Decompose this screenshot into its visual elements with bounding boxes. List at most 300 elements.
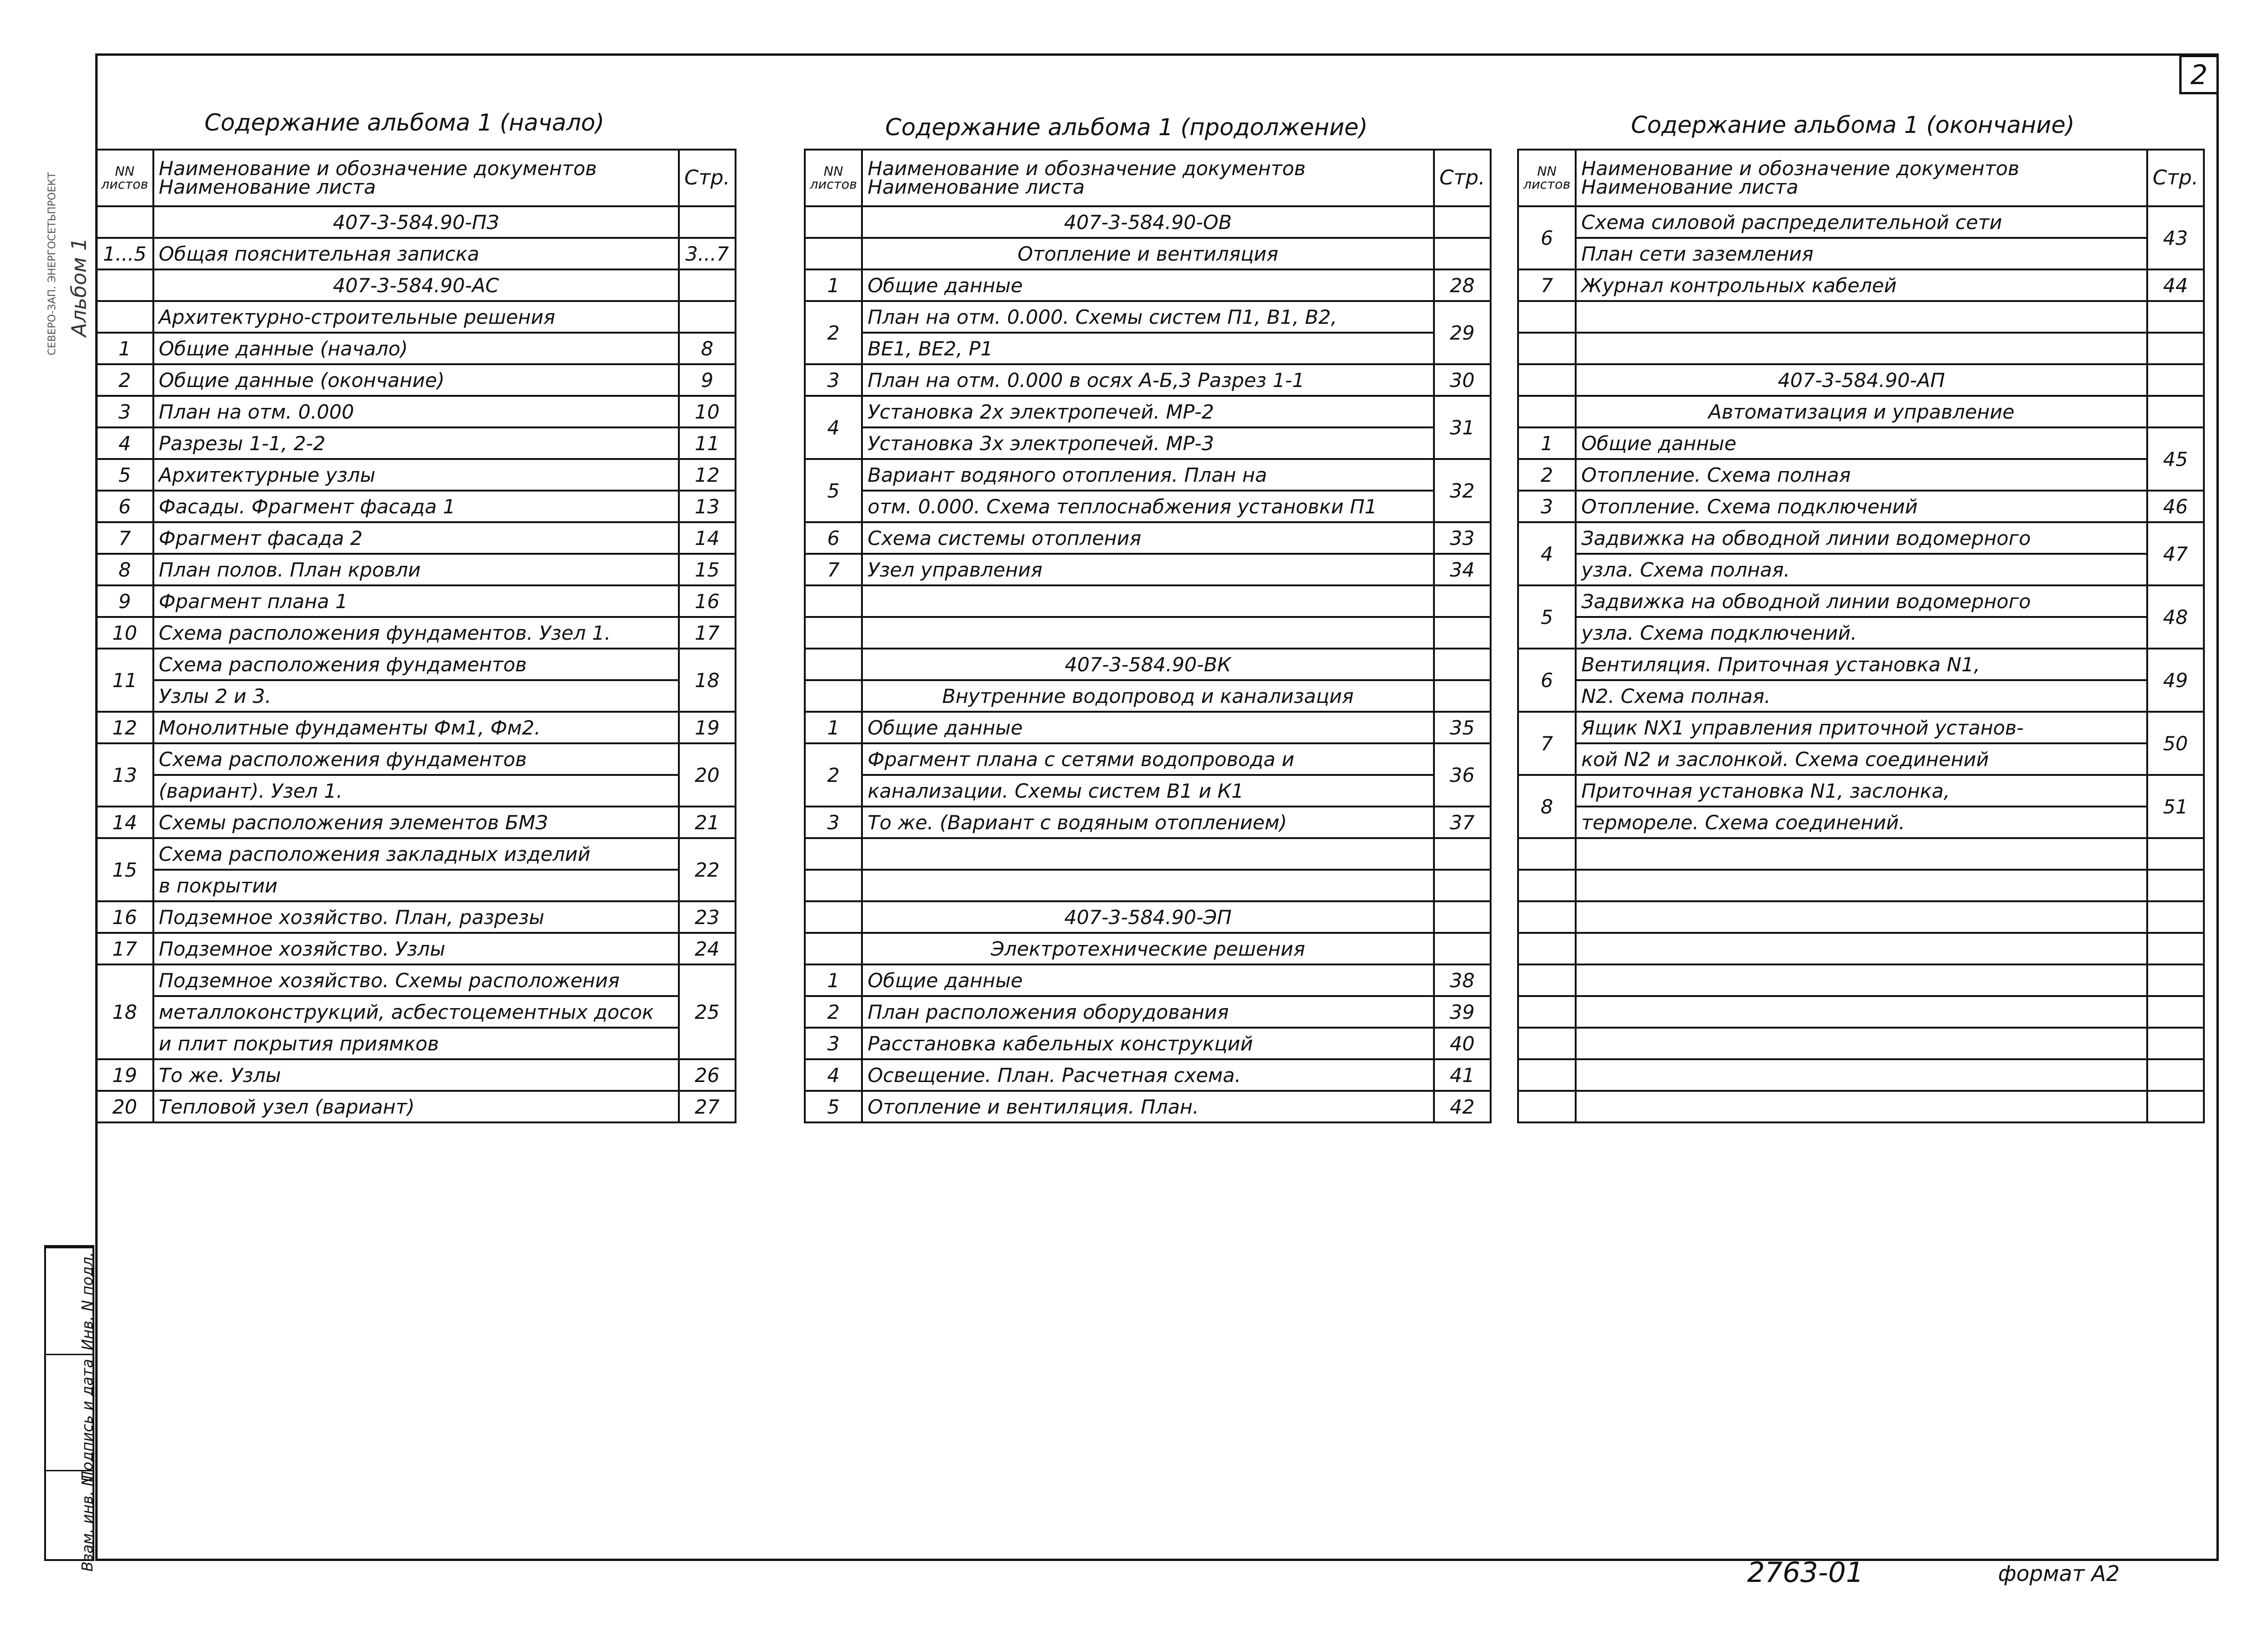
table-row <box>96 554 736 585</box>
table-row <box>96 1059 736 1091</box>
sheet-number-cell: 6 <box>96 491 153 522</box>
table-row <box>1518 427 2204 459</box>
page-cell: 34 <box>1434 554 1491 585</box>
page-cell: 26 <box>679 1059 736 1091</box>
table-row <box>1518 838 2204 870</box>
page-cell: 12 <box>679 459 736 491</box>
sheet-name-cell: Общая пояснительная записка <box>153 238 679 269</box>
sheet-number-cell: 3 <box>1518 491 1576 522</box>
page-cell <box>679 301 736 333</box>
contents-table-1 <box>95 149 736 1123</box>
sheet-number-cell: 7 <box>1518 712 1576 775</box>
document-code-cell: 407-3-584.90-ЭП <box>862 901 1433 933</box>
page-cell <box>1434 617 1491 649</box>
table-row <box>1518 364 2204 396</box>
sheet-number-cell: 14 <box>96 807 153 838</box>
page-cell <box>2147 933 2204 964</box>
page-cell <box>2147 396 2204 427</box>
sheet-name-cell: Архитектурно-строительные решения <box>153 301 679 333</box>
sheet-number-cell <box>1518 396 1576 427</box>
sheet-name-cell: отм. 0.000. Схема теплоснабжения установки П1 <box>862 491 1433 522</box>
sheet-number-cell: 6 <box>805 522 862 554</box>
table-row <box>1518 712 2204 743</box>
table-row <box>805 396 1491 427</box>
page-cell: 20 <box>679 743 736 807</box>
sheet-name-cell <box>1576 870 2147 901</box>
sheet-name-cell: термореле. Схема соединений. <box>1576 807 2147 838</box>
page-cell: 19 <box>679 712 736 743</box>
page-cell <box>1434 680 1491 712</box>
sheet-number-cell: 15 <box>96 838 153 901</box>
table-row <box>96 807 736 838</box>
sheet-number-cell <box>805 838 862 870</box>
page-cell: 50 <box>2147 712 2204 775</box>
table-row <box>96 522 736 554</box>
table-row <box>1518 1028 2204 1059</box>
table-row <box>1518 870 2204 901</box>
table-row <box>96 427 736 459</box>
sheet-number-cell <box>805 617 862 649</box>
page-cell: 8 <box>679 333 736 364</box>
sheet-number-cell: 6 <box>1518 649 1576 712</box>
stamp-cell-inv: Инв. N подл. <box>46 1247 92 1354</box>
page-cell <box>1434 838 1491 870</box>
table-row <box>96 617 736 649</box>
table-row <box>1518 522 2204 554</box>
sheet-name-cell: узла. Схема подключений. <box>1576 617 2147 649</box>
sheet-number-cell <box>805 933 862 964</box>
table-row <box>805 996 1491 1028</box>
sheet-number-cell <box>805 901 862 933</box>
sheet-number-cell <box>1518 333 1576 364</box>
contents-table-3 <box>1517 149 2205 1123</box>
side-stamp <box>42 95 93 513</box>
sheet-name-cell: Монолитные фундаменты Фм1, Фм2. <box>153 712 679 743</box>
sheet-number-cell: 4 <box>805 1059 862 1091</box>
sheet-name-cell: Схема расположения фундаментов <box>153 649 679 680</box>
sheet-name-cell: Освещение. План. Расчетная схема. <box>862 1059 1433 1091</box>
table-row <box>96 712 736 743</box>
section-title-cell: Электротехнические решения <box>862 933 1433 964</box>
sheet-count-header: NN листов <box>1518 150 1576 206</box>
table-row <box>805 206 1491 238</box>
sheet-number: 2 <box>2179 55 2219 94</box>
table-row <box>805 933 1491 964</box>
table-2-caption: Содержание альбома 1 (продолжение) <box>885 114 1368 141</box>
page-cell: 45 <box>2147 427 2204 491</box>
table-row <box>96 775 736 807</box>
sheet-number-cell: 12 <box>96 712 153 743</box>
table-row <box>96 901 736 933</box>
sheet-name-cell: План сети заземления <box>1576 238 2147 269</box>
table-1-caption: Содержание альбома 1 (начало) <box>204 109 605 136</box>
table-row <box>805 238 1491 269</box>
page-cell: 49 <box>2147 649 2204 712</box>
table-row <box>1518 1091 2204 1122</box>
page-header: Стр. <box>2147 150 2204 206</box>
page-cell: 41 <box>1434 1059 1491 1091</box>
page-cell <box>2147 1091 2204 1122</box>
table-row <box>96 301 736 333</box>
table-row <box>96 206 736 238</box>
table-row <box>805 901 1491 933</box>
sheet-name-cell: Задвижка на обводной линии водомерного <box>1576 522 2147 554</box>
page-cell: 43 <box>2147 206 2204 269</box>
page-cell: 35 <box>1434 712 1491 743</box>
sheet-name-cell: Общие данные <box>1576 427 2147 459</box>
table-row <box>96 838 736 870</box>
table-row <box>805 964 1491 996</box>
sheet-name-cell: кой N2 и заслонкой. Схема соединений <box>1576 743 2147 775</box>
sheet-number-cell: 4 <box>805 396 862 459</box>
table-row <box>96 459 736 491</box>
sheet-name-cell: То же. (Вариант с водяным отоплением) <box>862 807 1433 838</box>
sheet-number-cell: 1 <box>1518 427 1576 459</box>
table-row <box>1518 807 2204 838</box>
table-row <box>805 680 1491 712</box>
page-cell <box>2147 364 2204 396</box>
sheet-name-cell: План на отм. 0.000. Схемы систем П1, В1, В2, <box>862 301 1433 333</box>
sheet-name-cell: Общие данные <box>862 712 1433 743</box>
sheet-count-header: NN листов <box>805 150 862 206</box>
table-row <box>96 649 736 680</box>
sheet-name-cell: Общие данные <box>862 964 1433 996</box>
page-cell: 25 <box>679 964 736 1059</box>
sheet-format: формат А2 <box>1998 1561 2120 1586</box>
page-cell <box>2147 1059 2204 1091</box>
sheet-number-cell <box>1518 1059 1576 1091</box>
table-row <box>805 743 1491 775</box>
sheet-name-cell <box>1576 301 2147 333</box>
sheet-name-cell: канализации. Схемы систем В1 и К1 <box>862 775 1433 807</box>
page-cell: 42 <box>1434 1091 1491 1122</box>
sheet-name-cell <box>1576 933 2147 964</box>
sheet-number-cell: 3 <box>805 1028 862 1059</box>
sheet-number-cell <box>805 870 862 901</box>
sheet-number-cell <box>805 680 862 712</box>
page-cell: 21 <box>679 807 736 838</box>
sheet-name-cell <box>862 617 1433 649</box>
sheet-number-cell: 7 <box>1518 269 1576 301</box>
page-cell: 13 <box>679 491 736 522</box>
approval-stamp-strip <box>44 1245 96 1572</box>
sheet-name-cell: Схема системы отопления <box>862 522 1433 554</box>
table-row <box>1518 554 2204 585</box>
document-code-cell: 407-3-584.90-ПЗ <box>153 206 679 238</box>
sheet-name-cell: Ящик NX1 управления приточной установ- <box>1576 712 2147 743</box>
table-row <box>96 933 736 964</box>
page-cell: 47 <box>2147 522 2204 585</box>
sheet-name-cell: Фасады. Фрагмент фасада 1 <box>153 491 679 522</box>
sheet-name-cell: узла. Схема полная. <box>1576 554 2147 585</box>
page-cell: 27 <box>679 1091 736 1122</box>
table-row <box>96 870 736 901</box>
sheet-number-cell: 5 <box>1518 585 1576 649</box>
sheet-number-cell <box>1518 996 1576 1028</box>
sheet-name-cell: Разрезы 1-1, 2-2 <box>153 427 679 459</box>
page-cell: 10 <box>679 396 736 427</box>
sheet-number-cell <box>1518 964 1576 996</box>
sheet-name-cell: Фрагмент плана с сетями водопровода и <box>862 743 1433 775</box>
sheet-number-cell: 6 <box>1518 206 1576 269</box>
page-cell: 9 <box>679 364 736 396</box>
sheet-number-cell: 20 <box>96 1091 153 1122</box>
table-row <box>805 617 1491 649</box>
sheet-name-cell: Архитектурные узлы <box>153 459 679 491</box>
sheet-number-cell <box>805 649 862 680</box>
table-row <box>805 1028 1491 1059</box>
page-cell: 51 <box>2147 775 2204 838</box>
side-stamp-title: Альбом 1 <box>67 237 91 337</box>
sheet-name-cell: Вентиляция. Приточная установка N1, <box>1576 649 2147 680</box>
sheet-number-cell: 7 <box>805 554 862 585</box>
sheet-number-cell <box>1518 901 1576 933</box>
sheet-name-cell: Узлы 2 и 3. <box>153 680 679 712</box>
page-cell: 36 <box>1434 743 1491 807</box>
sheet-number-cell <box>96 269 153 301</box>
page-cell <box>1434 585 1491 617</box>
page-cell: 16 <box>679 585 736 617</box>
sheet-number-cell: 1 <box>805 269 862 301</box>
table-row <box>805 459 1491 491</box>
page-cell: 32 <box>1434 459 1491 522</box>
document-code-cell: 407-3-584.90-АС <box>153 269 679 301</box>
sheet-number-cell: 2 <box>1518 459 1576 491</box>
sheet-count-header: NN листов <box>96 150 153 206</box>
sheet-number-cell: 13 <box>96 743 153 807</box>
page-cell: 22 <box>679 838 736 901</box>
table-row <box>805 1091 1491 1122</box>
page-cell <box>679 269 736 301</box>
sheet-number-cell <box>1518 1028 1576 1059</box>
name-header: Наименование и обозначение документов Наименование листа <box>862 150 1433 206</box>
table-header-row <box>96 150 736 206</box>
sheet-name-cell: Схема расположения закладных изделий <box>153 838 679 870</box>
table-row <box>805 522 1491 554</box>
table-3-caption: Содержание альбома 1 (окончание) <box>1631 111 2075 138</box>
page-cell <box>679 206 736 238</box>
table-header-row <box>1518 150 2204 206</box>
sheet-number-cell <box>805 206 862 238</box>
sheet-name-cell: Отопление. Схема подключений <box>1576 491 2147 522</box>
table-row <box>1518 1059 2204 1091</box>
sheet-number-cell: 4 <box>1518 522 1576 585</box>
page-header: Стр. <box>679 150 736 206</box>
sheet-number-cell <box>1518 364 1576 396</box>
table-row <box>805 838 1491 870</box>
sheet-number-cell: 8 <box>1518 775 1576 838</box>
table-row <box>96 585 736 617</box>
table-row <box>96 743 736 775</box>
page-cell <box>1434 870 1491 901</box>
table-row <box>1518 333 2204 364</box>
sheet-name-cell <box>1576 996 2147 1028</box>
table-row <box>1518 269 2204 301</box>
sheet-name-cell: Подземное хозяйство. Узлы <box>153 933 679 964</box>
sheet-number-cell: 3 <box>96 396 153 427</box>
document-code-cell: 407-3-584.90-ОВ <box>862 206 1433 238</box>
page-cell: 46 <box>2147 491 2204 522</box>
sheet-number-cell: 16 <box>96 901 153 933</box>
sheet-number-cell: 4 <box>96 427 153 459</box>
sheet-number-cell: 1 <box>805 964 862 996</box>
page-cell: 28 <box>1434 269 1491 301</box>
sheet-name-cell <box>1576 964 2147 996</box>
sheet-number-cell: 3 <box>805 364 862 396</box>
page-cell: 24 <box>679 933 736 964</box>
sheet-number-cell: 10 <box>96 617 153 649</box>
sheet-number-cell <box>96 301 153 333</box>
sheet-name-cell: План на отм. 0.000 в осях А-Б,3 Разрез 1-1 <box>862 364 1433 396</box>
page-cell <box>1434 206 1491 238</box>
table-row <box>96 269 736 301</box>
sheet-name-cell: металлоконструкций, асбестоцементных досок <box>153 996 679 1028</box>
table-row <box>96 364 736 396</box>
sheet-name-cell: Подземное хозяйство. План, разрезы <box>153 901 679 933</box>
page-cell: 40 <box>1434 1028 1491 1059</box>
section-title-cell: Отопление и вентиляция <box>862 238 1433 269</box>
sheet-number-cell: 17 <box>96 933 153 964</box>
table-row <box>1518 743 2204 775</box>
page-cell: 48 <box>2147 585 2204 649</box>
document-code-cell: 407-3-584.90-ВК <box>862 649 1433 680</box>
page-cell <box>2147 964 2204 996</box>
sheet-name-cell: Установка 3x электропечей. МР-3 <box>862 427 1433 459</box>
page-cell: 44 <box>2147 269 2204 301</box>
sheet-name-cell: Тепловой узел (вариант) <box>153 1091 679 1122</box>
sheet-name-cell <box>1576 901 2147 933</box>
page-cell: 29 <box>1434 301 1491 364</box>
sheet-number-cell: 18 <box>96 964 153 1059</box>
page-cell <box>2147 1028 2204 1059</box>
sheet-name-cell: План расположения оборудования <box>862 996 1433 1028</box>
sheet-name-cell: Схемы расположения элементов БМЗ <box>153 807 679 838</box>
table-row <box>805 649 1491 680</box>
sheet-number-cell: 1 <box>96 333 153 364</box>
table-row <box>1518 649 2204 680</box>
drawing-code: 2763-01 <box>1747 1556 1864 1589</box>
table-row <box>805 585 1491 617</box>
sheet-name-cell: Общие данные <box>862 269 1433 301</box>
table-row <box>805 269 1491 301</box>
sheet-number-cell <box>805 585 862 617</box>
table-row <box>96 964 736 996</box>
page-cell: 18 <box>679 649 736 712</box>
sheet-name-cell: Фрагмент фасада 2 <box>153 522 679 554</box>
sheet-number-cell <box>1518 933 1576 964</box>
page-cell <box>1434 901 1491 933</box>
table-row <box>96 238 736 269</box>
table-row <box>1518 585 2204 617</box>
table-row <box>805 1059 1491 1091</box>
table-row <box>805 364 1491 396</box>
sheet-name-cell: N2. Схема полная. <box>1576 680 2147 712</box>
table-row <box>96 491 736 522</box>
sheet-number-cell: 2 <box>96 364 153 396</box>
sheet-name-cell: Расстановка кабельных конструкций <box>862 1028 1433 1059</box>
page-cell: 14 <box>679 522 736 554</box>
page-cell: 37 <box>1434 807 1491 838</box>
page-cell: 3...7 <box>679 238 736 269</box>
table-row <box>805 870 1491 901</box>
table-row <box>805 427 1491 459</box>
table-row <box>1518 996 2204 1028</box>
sheet-name-cell <box>862 585 1433 617</box>
page-cell <box>2147 333 2204 364</box>
sheet-name-cell <box>1576 1028 2147 1059</box>
sheet-name-cell: План полов. План кровли <box>153 554 679 585</box>
page-header: Стр. <box>1434 150 1491 206</box>
sheet-name-cell: Общие данные (окончание) <box>153 364 679 396</box>
table-row <box>805 775 1491 807</box>
table-row <box>1518 396 2204 427</box>
document-code-cell: 407-3-584.90-АП <box>1576 364 2147 396</box>
sheet-number-cell <box>805 238 862 269</box>
sheet-number-cell: 1 <box>805 712 862 743</box>
table-row <box>96 333 736 364</box>
sheet-name-cell: Общие данные (начало) <box>153 333 679 364</box>
table-row <box>1518 301 2204 333</box>
page-cell <box>2147 301 2204 333</box>
sheet-name-cell: Отопление. Схема полная <box>1576 459 2147 491</box>
side-stamp-org: СЕВЕРО-ЗАП. ЭНЕРГОСЕТЬПРОЕКТ <box>46 172 58 355</box>
page-cell: 33 <box>1434 522 1491 554</box>
name-header: Наименование и обозначение документов Наименование листа <box>153 150 679 206</box>
page-cell <box>1434 238 1491 269</box>
sheet-name-cell: и плит покрытия приямков <box>153 1028 679 1059</box>
table-row <box>96 396 736 427</box>
page-cell <box>2147 870 2204 901</box>
sheet-name-cell: План на отм. 0.000 <box>153 396 679 427</box>
table-row <box>1518 617 2204 649</box>
sheet-number-cell <box>1518 838 1576 870</box>
sheet-name-cell <box>1576 1091 2147 1122</box>
sheet-name-cell: Схема силовой распределительной сети <box>1576 206 2147 238</box>
sheet-name-cell: То же. Узлы <box>153 1059 679 1091</box>
sheet-name-cell: Вариант водяного отопления. План на <box>862 459 1433 491</box>
table-row <box>805 491 1491 522</box>
table-row <box>805 333 1491 364</box>
sheet-number-cell: 7 <box>96 522 153 554</box>
page-cell: 38 <box>1434 964 1491 996</box>
sheet-name-cell: Отопление и вентиляция. План. <box>862 1091 1433 1122</box>
sheet-number-cell: 2 <box>805 301 862 364</box>
sheet-name-cell: Узел управления <box>862 554 1433 585</box>
sheet-number-cell <box>1518 301 1576 333</box>
sheet-name-cell: Схема расположения фундаментов. Узел 1. <box>153 617 679 649</box>
sheet-name-cell: (вариант). Узел 1. <box>153 775 679 807</box>
table-row <box>1518 491 2204 522</box>
page-cell: 23 <box>679 901 736 933</box>
name-header: Наименование и обозначение документов Наименование листа <box>1576 150 2147 206</box>
table-row <box>96 1028 736 1059</box>
sheet-name-cell <box>862 870 1433 901</box>
table-row <box>805 554 1491 585</box>
page-cell <box>2147 996 2204 1028</box>
sheet-number-cell: 9 <box>96 585 153 617</box>
table-row <box>1518 775 2204 807</box>
sheet-number-cell: 2 <box>805 743 862 807</box>
table-row <box>1518 680 2204 712</box>
section-title-cell: Автоматизация и управление <box>1576 396 2147 427</box>
sheet-name-cell: Задвижка на обводной линии водомерного <box>1576 585 2147 617</box>
sheet-name-cell <box>1576 333 2147 364</box>
sheet-name-cell: Подземное хозяйство. Схемы расположения <box>153 964 679 996</box>
sheet-number-cell: 11 <box>96 649 153 712</box>
table-row <box>805 807 1491 838</box>
sheet-number-cell: 2 <box>805 996 862 1028</box>
sheet-number-cell: 1...5 <box>96 238 153 269</box>
